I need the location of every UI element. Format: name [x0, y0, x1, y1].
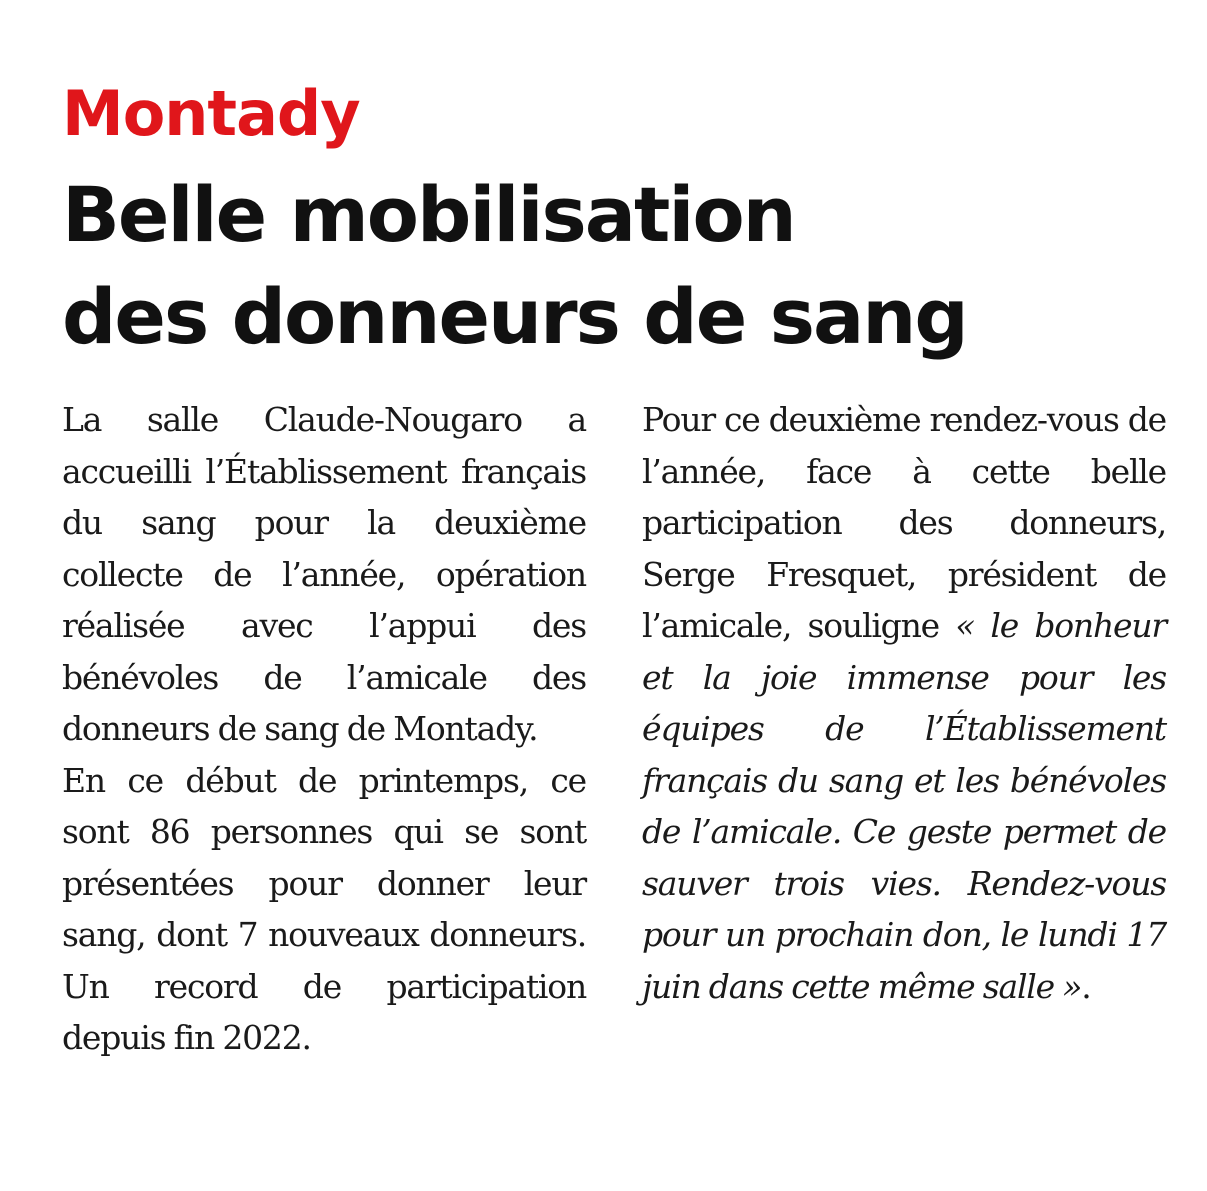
quote-intro: Pour ce deuxième rendez-vous de l’année, face à cette belle participation des donneurs, Serge Fresquet, président de l’amicale, souligne: [642, 400, 1166, 645]
article-body: [62, 394, 1166, 1064]
body-paragraph: En ce début de printemps, ce sont 86 personnes qui se sont présentées pour donner leur sang, dont 7 nouveaux donneurs. Un record de participation depuis fin 2022.: [62, 760, 586, 1057]
body-paragraph: La salle Claude-Nougaro a accueilli l’Établissement français du sang pour la deuxième collecte de l’année, opération réalisée avec l’appui des bénévoles de l’amicale des donneurs de sang de Montady.: [62, 400, 586, 748]
body-column-right: [642, 394, 1166, 1064]
body-column-left: [62, 394, 586, 1064]
quote-end: .: [1081, 966, 1091, 1006]
article-kicker: Montady: [62, 77, 360, 150]
headline-line-2: des donneurs de sang: [62, 272, 967, 361]
president-quote: « le bonheur et la joie immense pour les équipes de l’Établissement français du sang et les bénévoles de l’amicale. Ce geste permet de sauver trois vies. Rendez-vous pour un prochain don, le lundi 17 juin dans cette même salle »: [642, 606, 1166, 1006]
headline-line-1: Belle mobilisation: [62, 170, 795, 259]
article-headline: [62, 164, 1166, 368]
body-paragraph: [642, 394, 1166, 1012]
article: [62, 77, 1166, 1057]
